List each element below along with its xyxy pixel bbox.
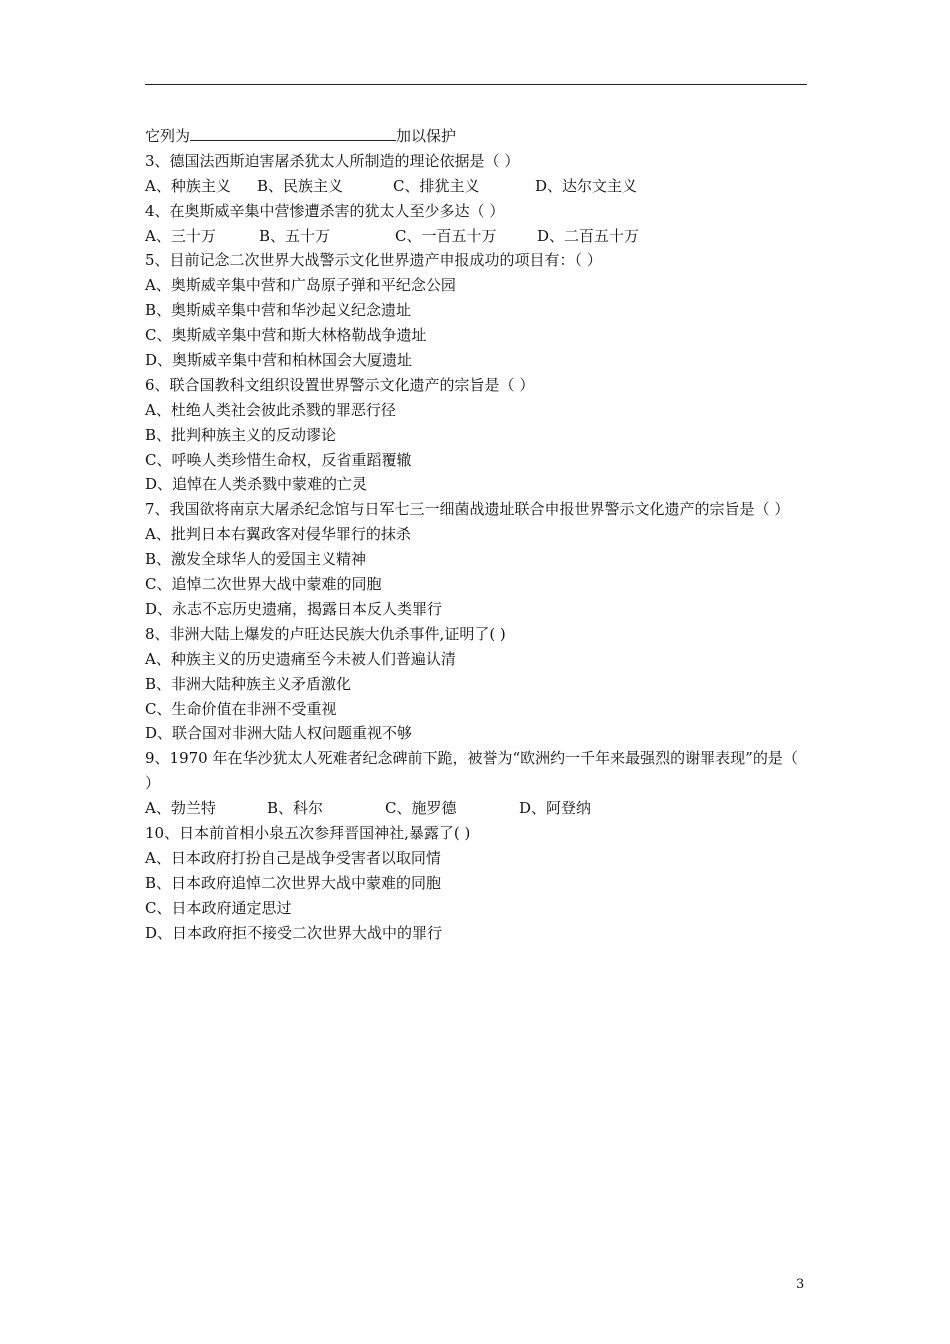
option: C、呼唤人类珍惜生命权，反省重蹈覆辙 (145, 450, 412, 469)
option: A、种族主义 (145, 176, 231, 195)
option: B、批判种族主义的反动谬论 (145, 425, 337, 444)
option: A、勃兰特 (145, 799, 216, 818)
question-list (145, 124, 807, 945)
option: A、三十万 (145, 226, 216, 245)
page-number: 3 (796, 1277, 805, 1292)
inline-options (145, 796, 807, 821)
option: C、日本政府通定思过 (145, 898, 292, 917)
intro-suffix: 加以保护 (396, 127, 457, 145)
option: D、日本政府拒不接受二次世界大战中的罪行 (145, 923, 443, 942)
option: C、追悼二次世界大战中蒙难的同胞 (145, 575, 382, 594)
answer-blank (190, 125, 396, 141)
option: B、日本政府追悼二次世界大战中蒙难的同胞 (145, 873, 442, 892)
question-stem: 9、1970 年在华沙犹太人死难者纪念碑前下跪，被誉为“欧洲约一千年来最强烈的谢罪表现”的是（ ） (145, 749, 798, 793)
question-stem: 3、德国法西斯迫害屠杀犹太人所制造的理论依据是（ ） (145, 151, 520, 170)
option: D、阿登纳 (519, 799, 592, 818)
question-stem: 5、目前记念二次世界大战警示文化世界遗产申报成功的项目有：（ ） (145, 251, 602, 270)
option: C、排犹主义 (393, 176, 480, 195)
option: D、联合国对非洲大陆人权问题重视不够 (145, 724, 413, 743)
inline-options (145, 224, 807, 249)
option: B、奥斯威辛集中营和华沙起义纪念遗址 (145, 301, 412, 320)
option: B、非洲大陆种族主义矛盾激化 (145, 674, 352, 693)
option: D、追悼在人类杀戮中蒙难的亡灵 (145, 475, 368, 494)
option: A、批判日本右翼政客对侵华罪行的抹杀 (145, 525, 411, 544)
option: C、奥斯威辛集中营和斯大林格勒战争遗址 (145, 326, 427, 345)
header-rule (145, 84, 807, 85)
intro-prefix: 它列为 (145, 127, 191, 145)
option: B、科尔 (267, 799, 324, 818)
option: C、生命价值在非洲不受重视 (145, 699, 337, 718)
option: D、二百五十万 (537, 226, 640, 245)
inline-options (145, 174, 807, 199)
question-stem: 10、日本前首相小泉五次参拜晋国神社,暴露了( ) (145, 823, 471, 842)
option: C、施罗德 (385, 799, 457, 818)
question-stem: 6、联合国教科文组织设置世界警示文化遗产的宗旨是（ ） (145, 375, 535, 394)
intro-line (145, 124, 807, 149)
option: A、种族主义的历史遗痛至今未被人们普遍认清 (145, 649, 456, 668)
question-stem: 4、在奥斯威辛集中营惨遭杀害的犹太人至少多达（ ） (145, 201, 505, 220)
option: B、激发全球华人的爱国主义精神 (145, 550, 367, 569)
option: D、奥斯威辛集中营和柏林国会大厦遗址 (145, 351, 413, 370)
option: A、日本政府打扮自己是战争受害者以取同情 (145, 848, 441, 867)
option: A、杜绝人类社会彼此杀戮的罪恶行径 (145, 400, 396, 419)
option: D、达尔文主义 (535, 176, 638, 195)
option: A、奥斯威辛集中营和广岛原子弹和平纪念公园 (145, 276, 456, 295)
question-stem: 8、非洲大陆上爆发的卢旺达民族大仇杀事件,证明了( ) (145, 624, 506, 643)
option: B、五十万 (259, 226, 331, 245)
option: C、一百五十万 (395, 226, 497, 245)
option: D、永志不忘历史遗痛，揭露日本反人类罪行 (145, 599, 443, 618)
option: B、民族主义 (257, 176, 344, 195)
question-stem: 7、我国欲将南京大屠杀纪念馆与日军七三一细菌战遗址联合申报世界警示文化遗产的宗旨是（ ） (145, 500, 790, 519)
